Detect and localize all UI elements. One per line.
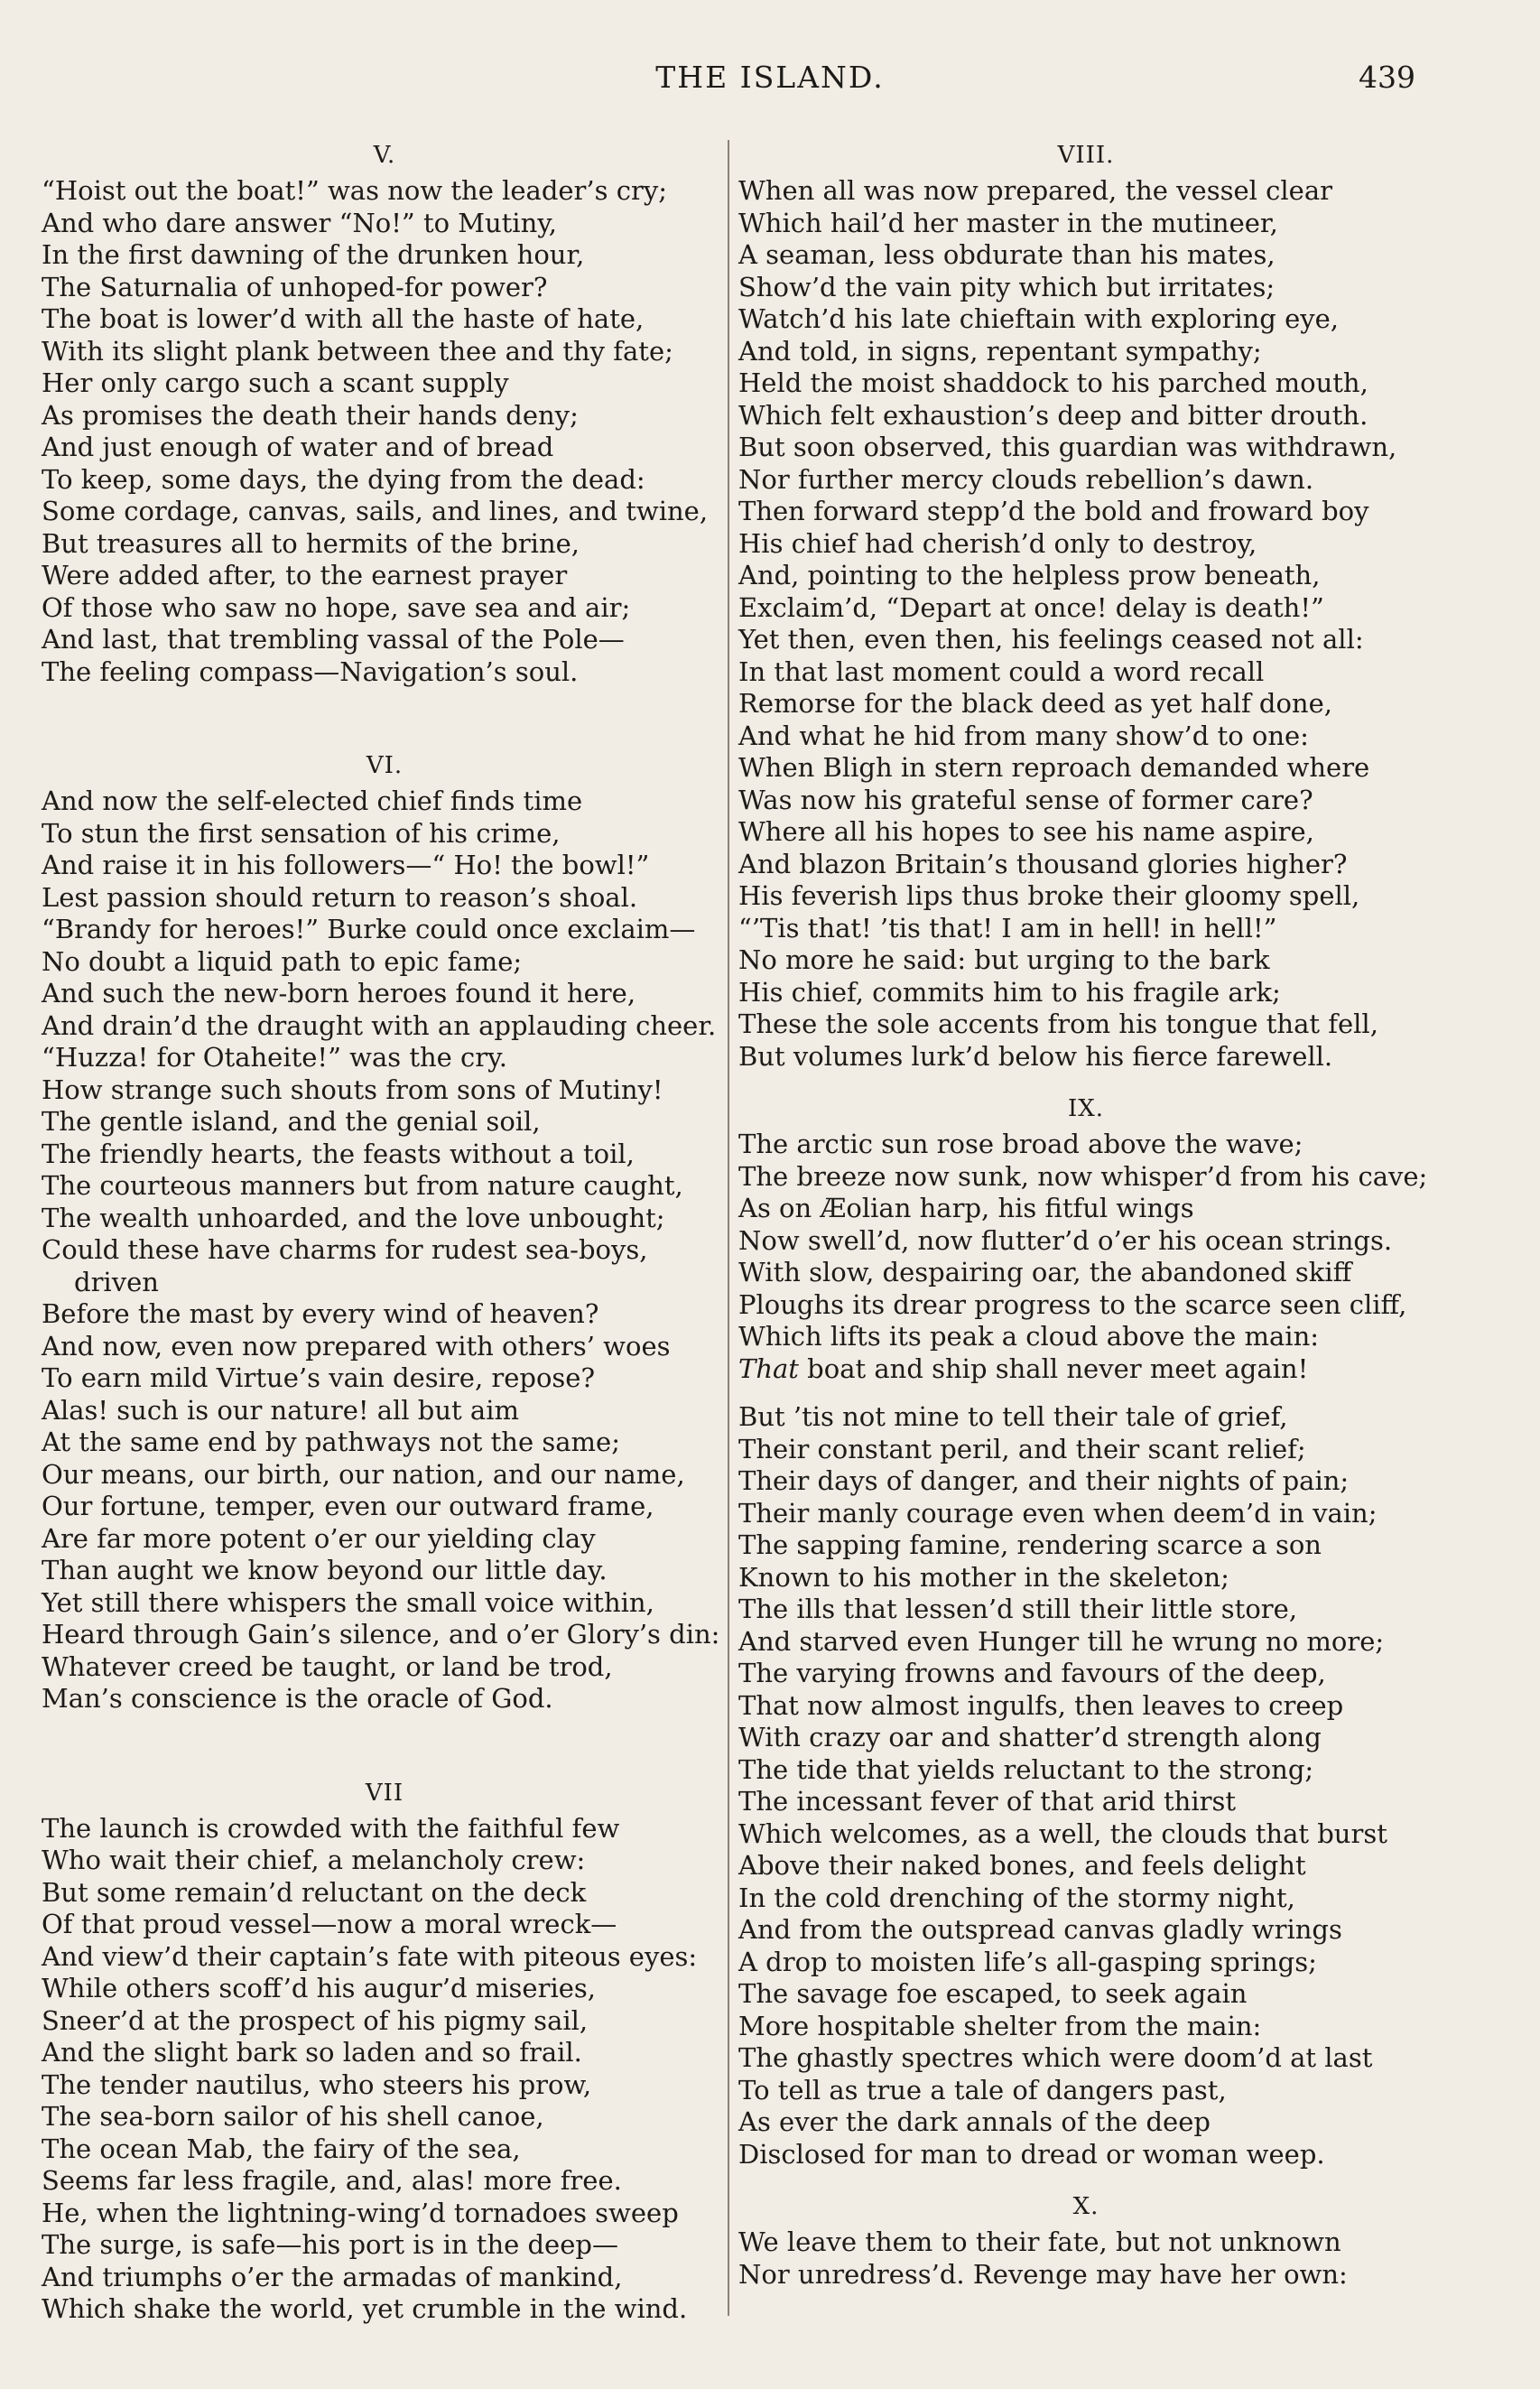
poem-line: His feverish lips thus broke their gloomy spell, [738,880,1360,911]
poem-line: Of that proud vessel—now a moral wreck— [42,1909,617,1939]
line-text: boat and ship shall never meet again! [798,1353,1309,1384]
poem-line: But ’tis not mine to tell their tale of grief, [738,1401,1288,1432]
column-divider [728,140,729,2316]
stanza-ix-part-2 [738,1401,1433,2171]
poem-line: The Saturnalia of unhoped-for power? [42,271,548,302]
page-number: 439 [1359,60,1415,95]
stanza-vi [42,785,728,1715]
poem-line: Now swell’d, now flutter’d o’er his ocean strings. [738,1224,1393,1256]
poem-line: Man’s conscience is the oracle of God. [42,1683,553,1714]
poem-line: Alas! such is our nature! all but aim [42,1394,519,1426]
poem-line: The ghastly spectres which were doom’d at last [738,2042,1373,2073]
poem-line: Which hail’d her master in the mutineer, [738,207,1278,238]
stanza-ix-part-1 [738,1129,1433,1353]
right-column [738,135,1433,2291]
page-header [0,60,1540,114]
poem-line: Their days of danger, and their nights of pain; [738,1465,1350,1496]
poem-line: No more he said: but urging to the bark [738,944,1270,975]
poem-line: And view’d their captain’s fate with piteous eyes: [42,1940,698,1972]
poem-line: Remorse for the black deed as yet half done, [738,688,1332,719]
poem-line: With slow, despairing oar, the abandoned skiff [738,1257,1352,1287]
poem-line: Their constant peril, and their scant relief; [738,1433,1306,1464]
poem-line: But soon observed, this guardian was withdrawn, [738,432,1397,462]
poem-line: Watch’d his late chieftain with exploring eye, [738,303,1339,334]
poem-line: A seaman, less obdurate than his mates, [738,239,1276,270]
stanza-viii [738,175,1433,1073]
poem-line: The surge, is safe—his port is in the deep— [42,2229,618,2260]
poem-line: Heard through Gain’s silence, and o’er Glory’s din: [42,1619,720,1650]
poem-line: Their manly courage even when deem’d in vain; [738,1497,1378,1529]
poem-line: How strange such shouts from sons of Mutiny! [42,1074,663,1105]
poem-line: The sea-born sailor of his shell canoe, [42,2101,544,2132]
poem-line: That now almost ingulfs, then leaves to creep [738,1689,1344,1721]
poem-line: Known to his mother in the skeleton; [738,1561,1229,1593]
poem-line: But some remain’d reluctant on the deck [42,1876,587,1908]
poem-line: Her only cargo such a scant supply [42,367,509,398]
stanza-number: VIII. [1057,142,1115,169]
poem-line: And such the new-born heroes found it here, [42,978,636,1009]
poem-line: Where all his hopes to see his name aspire, [738,816,1314,847]
poem-line: The ocean Mab, the fairy of the sea, [42,2133,521,2164]
stanza-vii [42,1813,728,2326]
poem-line: Then forward stepp’d the bold and froward boy [738,496,1369,526]
poem-line: Which lifts its peak a cloud above the main: [738,1321,1320,1352]
poem-line: The breeze now sunk, now whisper’d from his cave; [738,1160,1428,1192]
poem-line: And from the outspread canvas gladly wrings [738,1914,1342,1945]
poem-line: These the sole accents from his tongue that fell, [738,1009,1378,1039]
poem-line: To keep, some days, the dying from the dead: [42,463,645,495]
poem-line: “’Tis that! ’tis that! I am in hell! in hell!” [738,912,1277,944]
poem-line: The ills that lessen’d still their little store, [738,1594,1298,1624]
poem-line: He, when the lightning-wing’d tornadoes sweep [42,2197,679,2228]
poem-line: Were added after, to the earnest prayer [42,560,568,590]
poem-line: And now the self-elected chief finds time [42,785,583,816]
poem-line: driven [74,1266,159,1297]
stanza-number: IX. [1067,1095,1105,1122]
poem-line: The sapping famine, rendering scarce a son [738,1529,1322,1560]
poem-line: And raise it in his followers—“ Ho! the bowl!” [42,850,650,880]
poem-line: The launch is crowded with the faithful few [42,1812,620,1844]
poem-line: Who wait their chief, a melancholy crew: [42,1845,586,1875]
poem-line: Than aught we know beyond our little day. [42,1555,608,1585]
poem-line: Show’d the vain pity which but irritates; [738,271,1276,302]
poem-line: Could these have charms for rudest sea-boys, [42,1234,648,1265]
poem-line: Which shake the world, yet crumble in the wind. [42,2293,688,2324]
poem-line: His chief had cherish’d only to destroy, [738,527,1257,559]
poem-line: Our means, our birth, our nation, and our name, [42,1458,685,1490]
poem-line: The savage foe escaped, to seek again [738,1978,1248,2009]
poem-line: To stun the first sensation of his crime, [42,817,561,849]
poem-line: In the cold drenching of the stormy night, [738,1882,1295,1913]
poem-line: But treasures all to hermits of the brine, [42,527,580,559]
stanza-number: VI. [366,752,404,779]
poem-line: In the first dawning of the drunken hour, [42,239,585,270]
poem-line: Before the mast by every wind of heaven? [42,1298,599,1329]
poem-line: And blazon Britain’s thousand glories higher? [738,848,1348,879]
poem-line: The wealth unhoarded, and the love unbought; [42,1202,665,1233]
poem-line: Exclaim’d, “Depart at once! delay is death!” [738,591,1324,623]
poem-line: His chief, commits him to his fragile ark; [738,976,1281,1008]
poem-line: The varying frowns and favours of the deep, [738,1658,1326,1688]
stanza-v [42,175,728,688]
poem-line: Was now his grateful sense of former care? [738,784,1313,815]
poem-line: Sneer’d at the prospect of his pigmy sail, [42,2004,589,2036]
poem-line: Nor further mercy clouds rebellion’s dawn. [738,463,1314,495]
stanza-number: X. [1072,2193,1099,2220]
poem-line: But volumes lurk’d below his fierce farewell. [738,1040,1333,1072]
poem-line [738,1353,1433,1386]
poem-line: Above their naked bones, and feels delight [738,1850,1306,1881]
stanza-number: VII [365,1779,404,1807]
poem-line: Which welcomes, as a well, the clouds that burst [738,1817,1387,1849]
poem-line: To earn mild Virtue’s vain desire, repose? [42,1362,596,1393]
poem-line: Yet then, even then, his feelings ceased not all: [738,624,1364,655]
poem-line: Some cordage, canvas, sails, and lines, and twine, [42,496,709,526]
poem-line: Held the moist shaddock to his parched mouth, [738,367,1368,398]
poem-line: “Hoist out the boat!” was now the leader’s cry; [42,175,667,206]
poem-line: In that last moment could a word recall [738,655,1265,687]
poem-line: Whatever creed be taught, or land be trod, [42,1650,613,1682]
poem-line: The tender nautilus, who steers his prow, [42,2068,592,2100]
poem-line: Nor unredress’d. Revenge may have her own: [738,2258,1348,2290]
poem-line: And triumphs o’er the armadas of mankind, [42,2261,623,2292]
poem-line: With crazy oar and shatter’d strength along [738,1722,1322,1752]
poem-line: And who dare answer “No!” to Mutiny, [42,207,558,238]
poem-line: The gentle island, and the genial soil, [42,1106,541,1137]
poem-line: And just enough of water and of bread [42,432,554,462]
poem-line: With its slight plank between thee and thy fate; [42,335,673,367]
poem-line: When all was now prepared, the vessel clear [738,175,1332,206]
running-title: THE ISLAND. [655,60,885,95]
poem-line: The feeling compass—Navigation’s soul. [42,655,579,687]
poem-line: As ever the dark annals of the deep [738,2106,1211,2137]
poem-line: And drain’d the draught with an applauding cheer. [42,1009,717,1041]
left-column [42,135,728,2326]
poem-line: And told, in signs, repentant sympathy; [738,335,1262,367]
poem-line: While others scoff’d his augur’d miseries, [42,1973,596,2003]
poem-line: More hospitable shelter from the main: [738,2010,1262,2041]
poem-line: At the same end by pathways not the same; [42,1427,620,1457]
poem-line: Of those who saw no hope, save sea and air; [42,591,631,623]
poem-line: Are far more potent o’er our yielding clay [42,1522,596,1554]
poem-line: The boat is lower’d with all the haste of hate, [42,303,645,334]
poem-line: No doubt a liquid path to epic fame; [42,945,523,977]
poem-line: The tide that yields reluctant to the strong; [738,1753,1314,1785]
poem-line: When Bligh in stern reproach demanded where [738,752,1370,783]
poem-line: Which felt exhaustion’s deep and bitter drouth. [738,399,1368,431]
poem-line: Yet still there whispers the small voice within, [42,1586,654,1618]
poem-line: The arctic sun rose broad above the wave; [738,1129,1303,1159]
poem-line: And now, even now prepared with others’ woes [42,1330,671,1362]
poem-line: And the slight bark so laden and so frail. [42,2037,582,2068]
poem-line: “Brandy for heroes!” Burke could once exclaim— [42,914,696,944]
poem-line: The friendly hearts, the feasts without a toil, [42,1138,635,1169]
stanza-number: V. [373,142,396,169]
poem-line: To tell as true a tale of dangers past, [738,2074,1227,2105]
poem-line: Seems far less fragile, and, alas! more free. [42,2165,622,2196]
poem-line: And last, that trembling vassal of the Pole— [42,624,625,655]
poem-line: Ploughs its drear progress to the scarce seen cliff, [738,1288,1407,1320]
poem-line: “Huzza! for Otaheite!” was the cry. [42,1042,507,1073]
poem-line: We leave them to their fate, but not unknown [738,2226,1341,2257]
stanza-x [738,2226,1433,2291]
poem-line: Our fortune, temper, even our outward frame, [42,1491,654,1521]
poem-line: As on Æolian harp, his fitful wings [738,1193,1194,1223]
poem-line: The courteous manners but from nature caught, [42,1170,683,1201]
poem-line: Lest passion should return to reason’s shoal. [42,881,638,913]
poem-line: Disclosed for man to dread or woman weep. [738,2138,1325,2170]
poem-line: And what he hid from many show’d to one: [738,720,1309,751]
emphasized-word: That [738,1353,799,1384]
poem-line: And, pointing to the helpless prow beneath, [738,560,1321,590]
poem-line: A drop to moisten life’s all-gasping springs; [738,1946,1317,1977]
poem-line: The incessant fever of that arid thirst [738,1786,1236,1817]
poem-line: And starved even Hunger till he wrung no more; [738,1625,1385,1657]
poem-line: As promises the death their hands deny; [42,399,579,431]
